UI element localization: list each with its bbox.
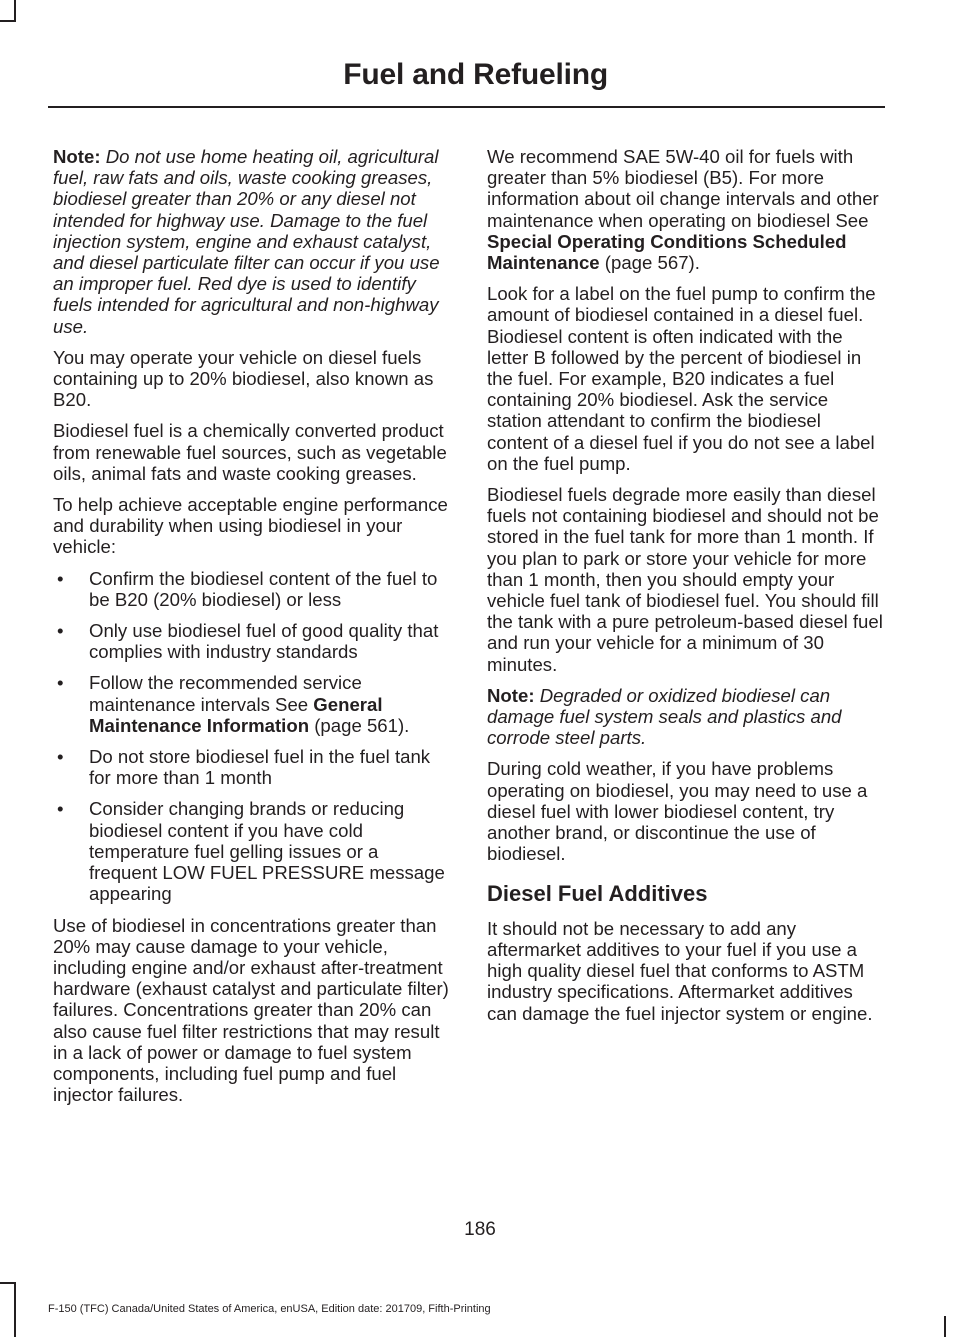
paragraph-text: We recommend SAE 5W-40 oil for fuels with greater than 5% biodiesel (B5). For more information about oil change intervals and other maintenance when operating on biodiesel See <box>487 146 879 231</box>
note-label: Note: <box>487 684 535 706</box>
paragraph: Use of biodiesel in concentrations greater than 20% may cause damage to your vehicle, including engine and/or exhaust after-treatment hardware (exhaust catalyst and particulate filter) failures. Concentrations greater than 20% can also cause fuel filter restrictions that may result in a lack of power or damage to fuel system components, including fuel pump and fuel injector failures. <box>53 914 449 1106</box>
footer-edition: F-150 (TFC) Canada/United States of America, enUSA, Edition date: 201709, Fifth-Printing <box>48 1303 491 1315</box>
list-item: • Consider changing brands or reducing biodiesel content if you have cold temperature fuel gelling issues or a frequent LOW FUEL PRESSURE message appearing <box>53 798 450 904</box>
note-paragraph <box>53 146 450 337</box>
paragraph: It should not be necessary to add any aftermarket additives to your fuel if you use a high quality diesel fuel that conforms to ASTM industry specifications. Aftermarket additives can damage the fuel injector system or engine. <box>487 917 873 1024</box>
left-column <box>53 146 450 1115</box>
crop-mark-bottom-right <box>944 1316 946 1337</box>
crop-mark-bottom-left <box>14 1282 16 1337</box>
paragraph: During cold weather, if you have problems operating on biodiesel, you may need to use a diesel fuel with lower biodiesel content, try another brand, or discontinue the use of biodiesel. <box>487 758 868 865</box>
list-item-text: Follow the recommended service maintenance intervals See <box>89 672 362 715</box>
bullet-list <box>53 568 450 905</box>
paragraph <box>487 146 884 273</box>
paragraph: Biodiesel fuels degrade more easily than diesel fuels not containing biodiesel and should not be stored in the fuel tank for more than 1 month. If you plan to park or store your vehicle for more than 1 month, then you should empty your vehicle fuel tank of biodiesel fuel. You should fill the tank with a pure petroleum-based diesel fuel and run your vehicle for a minimum of 30 minutes. <box>487 484 883 675</box>
header-divider <box>48 106 885 108</box>
list-item: • Confirm the biodiesel content of the fuel to be B20 (20% biodiesel) or less <box>53 568 450 610</box>
note-text: Do not use home heating oil, agricultural fuel, raw fats and oils, waste cooking greases, biodiesel greater than 20% or any diesel not intended for highway use. Damage to the fuel injection system, engine and exhaust catalyst, and diesel particulate filter can occur if you use an improper fuel. Red dye is used to identify fuels intended for agricultural and non-highway use. <box>53 146 440 337</box>
paragraph: To help achieve acceptable engine performance and durability when using biodiesel in your vehicle: <box>53 494 448 558</box>
note-text: Degraded or oxidized biodiesel can damage fuel system seals and plastics and corrode steel parts. <box>487 684 842 749</box>
note-label: Note: <box>53 146 101 167</box>
section-heading: Diesel Fuel Additives <box>487 880 708 906</box>
note-paragraph <box>487 685 884 749</box>
paragraph: Look for a label on the fuel pump to confirm the amount of biodiesel contained in a diesel fuel. Biodiesel content is often indicated with the letter B followed by the percent of biodiesel in the fuel. For example, B20 indicates a fuel containing 20% biodiesel. Ask the service station attendant to confirm the biodiesel content of a diesel fuel if you do not see a label on the fuel pump. <box>487 283 876 474</box>
list-item: • Only use biodiesel fuel of good quality that complies with industry standards <box>53 620 450 662</box>
page-title: Fuel and Refueling <box>343 58 608 91</box>
page-reference: (page 561). <box>309 714 410 736</box>
right-column <box>487 146 884 1034</box>
cross-reference-link[interactable]: Special Operating Conditions Scheduled Maintenance <box>487 230 847 274</box>
list-item: • Do not store biodiesel fuel in the fuel tank for more than 1 month <box>53 746 450 788</box>
page-number: 186 <box>464 1219 496 1240</box>
paragraph: You may operate your vehicle on diesel fuels containing up to 20% biodiesel, also known as B20. <box>53 346 434 411</box>
crop-mark-bottom-left-h <box>0 1282 16 1284</box>
cross-reference-link[interactable]: General Maintenance Information <box>89 693 383 736</box>
crop-mark-top-left-h <box>0 20 16 22</box>
page-reference: (page 567). <box>599 252 700 274</box>
crop-mark-top-left <box>14 0 16 22</box>
paragraph: Biodiesel fuel is a chemically converted product from renewable fuel sources, such as vegetable oils, animal fats and waste cooking greases. <box>53 420 447 484</box>
list-item <box>53 672 450 736</box>
